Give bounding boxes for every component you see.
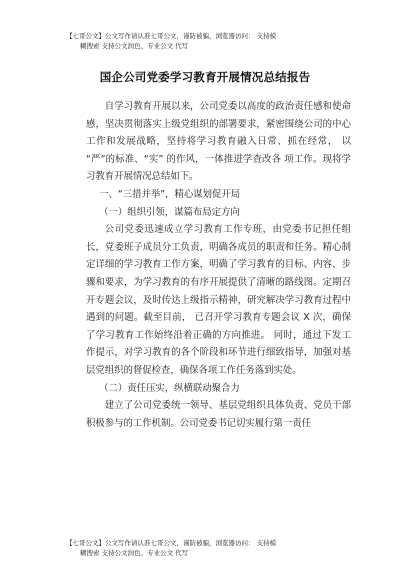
- footer-note: [66, 538, 366, 558]
- body-paragraph-1: 公司党委迅速成立学习教育工作专班，由党委书记担任组长，党委班子成员分工负责，明确各成员的职责和任务。精心制定详细的学习教育工作方案，明确了学习教育的目标、内容、步骤和要求，为学习教育的有序开展提供了清晰的路线图。定期召开专题会议，及时传达上级指示精神，研究解决学习教育过程中遇到的问题。截至目前， 已召开学习教育专题会议 X 次，确保了学习教育工作始终沿着正确的方向推进。 同时，通过下发工作提示，对学习教育的各个阶段和环节进行细致指导，加强对基层党组织的督促检查，确保各项工作任务落到实处。: [86, 224, 351, 376]
- document-body: [86, 98, 351, 432]
- footer-note-line-1: 【七哥公文】公文写作请认准七哥公文，谨防被骗，浏览器访问： 支持模: [66, 539, 277, 547]
- body-paragraph-2: 建立了公司党委统一领导、基层党组织具体负责、党员干部积极参与的工作机制。公司党委书记切实履行第一责任: [86, 400, 351, 429]
- header-note: [66, 31, 366, 51]
- intro-paragraph: 自学习教育开展以来，公司党委以高度的政治责任感和使命感，坚决贯彻落实上级党组织的部署要求，紧密围绕公司的中心工作和发展战略，坚持将学习教育融入日常、抓在经常， 以 “严”的标准、“实” 的作风，一体推进学查改各 项工作。现将学习教育开展情况总结如下。: [86, 101, 351, 183]
- subsection-heading-2: （二）责任压实，纵横联动聚合力: [99, 382, 240, 394]
- section-heading-1: 一、“三措并举”，精心谋划促开局: [99, 188, 241, 200]
- document-title: 国企公司党委学习教育开展情况总结报告: [99, 70, 311, 84]
- footer-note-line-2: 糊搜索 支持公文润色、专业公文 代写: [80, 549, 189, 557]
- header-note-line-2: 糊搜索 支持公文润色、专业公文 代写: [80, 42, 189, 50]
- header-note-line-1: 【七哥公文】公文写作请认准七哥公文，谨防被骗，浏览器访问： 支持模: [66, 32, 277, 40]
- subsection-heading-1: （一）组织引领，谋篇布局定方向: [99, 206, 240, 218]
